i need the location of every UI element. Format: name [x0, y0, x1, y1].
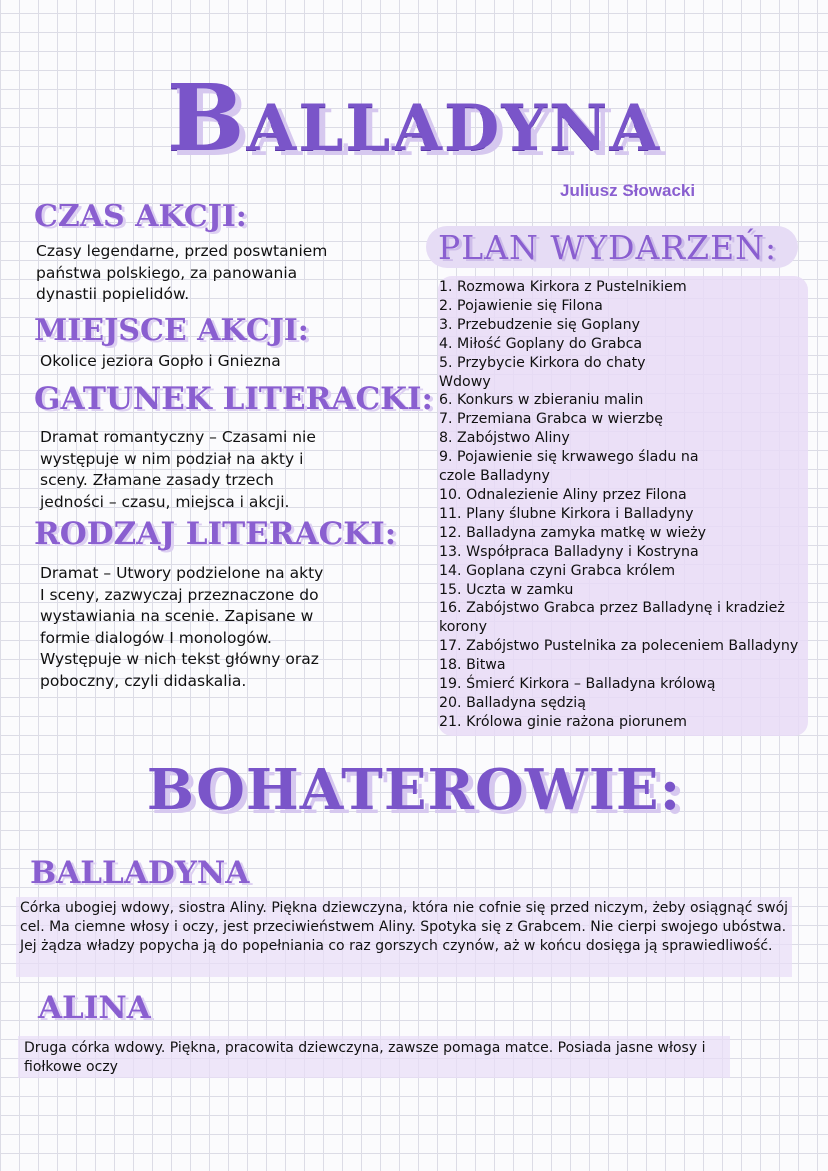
author-name: Juliusz Słowacki — [560, 181, 696, 200]
plan-item: 12. Balladyna zamyka matkę w wieży — [439, 524, 706, 541]
plan-item: 2. Pojawienie się Filona — [439, 297, 603, 314]
plan-item: 19. Śmierć Kirkora – Balladyna królową — [439, 676, 716, 693]
balladyna-description: Córka ubogiej wdowy, siostra Aliny. Piękna dziewczyna, która nie cofnie się przed niczym, żeby osiągnąć swój cel. Ma ciemne włosy i oczy, jest przeciwieństwem Aliny. Spotyka się z Grabcem. Nie cierpi swojego ubóstwa. Jej żądza władzy popycha ją do popełniania co raz gorszych czynów, aż w końcu dosięga ją sprawiedliwość. — [20, 900, 789, 954]
plan-item: 7. Przemiana Grabca w wierzbę — [439, 411, 663, 428]
plan-item: 17. Zabójstwo Pustelnika za poleceniem Balladyny — [439, 638, 799, 655]
alina-description: Druga córka wdowy. Piękna, pracowita dziewczyna, zawsze pomaga matce. Posiada jasne włosy i fiołkowe oczy — [24, 1040, 706, 1075]
gatunek-literacki-text: Dramat romantyczny – Czasami nie występuje w nim podział na akty i sceny. Złamane zasady trzech jedności – czasu, miejsca i akcji. — [40, 428, 316, 511]
miejsce-akcji-text: Okolice jeziora Gopło i Gniezna — [40, 352, 281, 370]
plan-item: 1. Rozmowa Kirkora z Pustelnikiem — [439, 279, 687, 295]
miejsce-akcji-heading: MIEJSCE AKCJI: — [34, 313, 309, 348]
czas-akcji-text: Czasy legendarne, przed poswtaniem państwa polskiego, za panowania dynastii popielidów. — [36, 242, 328, 303]
plan-item: 15. Uczta w zamku — [439, 581, 574, 598]
plan-item: 8. Zabójstwo Aliny — [439, 430, 570, 447]
plan-item: 6. Konkurs w zbieraniu malin — [439, 392, 644, 409]
plan-item: 21. Królowa ginie rażona piorunem — [439, 713, 687, 730]
bohaterowie-heading: BOHATEROWIE: — [146, 757, 682, 823]
czas-akcji-heading: CZAS AKCJI: — [34, 199, 247, 234]
plan-item: 16. Zabójstwo Grabca przez Balladynę i kradzież korony — [439, 600, 785, 636]
plan-item: 11. Plany ślubne Kirkora i Balladyny — [439, 505, 694, 522]
balladyna-heading: BALLADYNA — [30, 855, 250, 891]
page-title: Balladyna — [166, 64, 662, 172]
plan-item: 18. Bitwa — [439, 657, 506, 674]
plan-item: 9. Pojawienie się krwawego śladu na czole Balladyny — [439, 449, 699, 485]
plan-wydarzen-heading: PLAN WYDARZEŃ: — [438, 228, 778, 267]
plan-item: 20. Balladyna sędzią — [439, 694, 586, 711]
alina-heading: ALINA — [38, 990, 151, 1026]
rodzaj-literacki-text: Dramat – Utwory podzielone na akty I sceny, zazwyczaj przeznaczone do wystawiania na scenie. Zapisane w formie dialogów I monologów. Występuje w nich tekst główny oraz poboczny, czyli didaskalia. — [40, 564, 324, 690]
plan-item: 14. Goplana czyni Grabca królem — [439, 562, 676, 579]
rodzaj-literacki-heading: RODZAJ LITERACKI: — [34, 516, 397, 552]
gatunek-literacki-heading: GATUNEK LITERACKI: — [34, 381, 434, 417]
plan-item: 13. Współpraca Balladyny i Kostryna — [439, 543, 699, 560]
plan-item: 5. Przybycie Kirkora do chaty Wdowy — [439, 354, 646, 390]
plan-wydarzen-list — [439, 278, 809, 732]
plan-item: 10. Odnalezienie Aliny przez Filona — [439, 486, 687, 503]
plan-item: 3. Przebudzenie się Goplany — [439, 316, 640, 333]
plan-item: 4. Miłość Goplany do Grabca — [439, 335, 643, 352]
